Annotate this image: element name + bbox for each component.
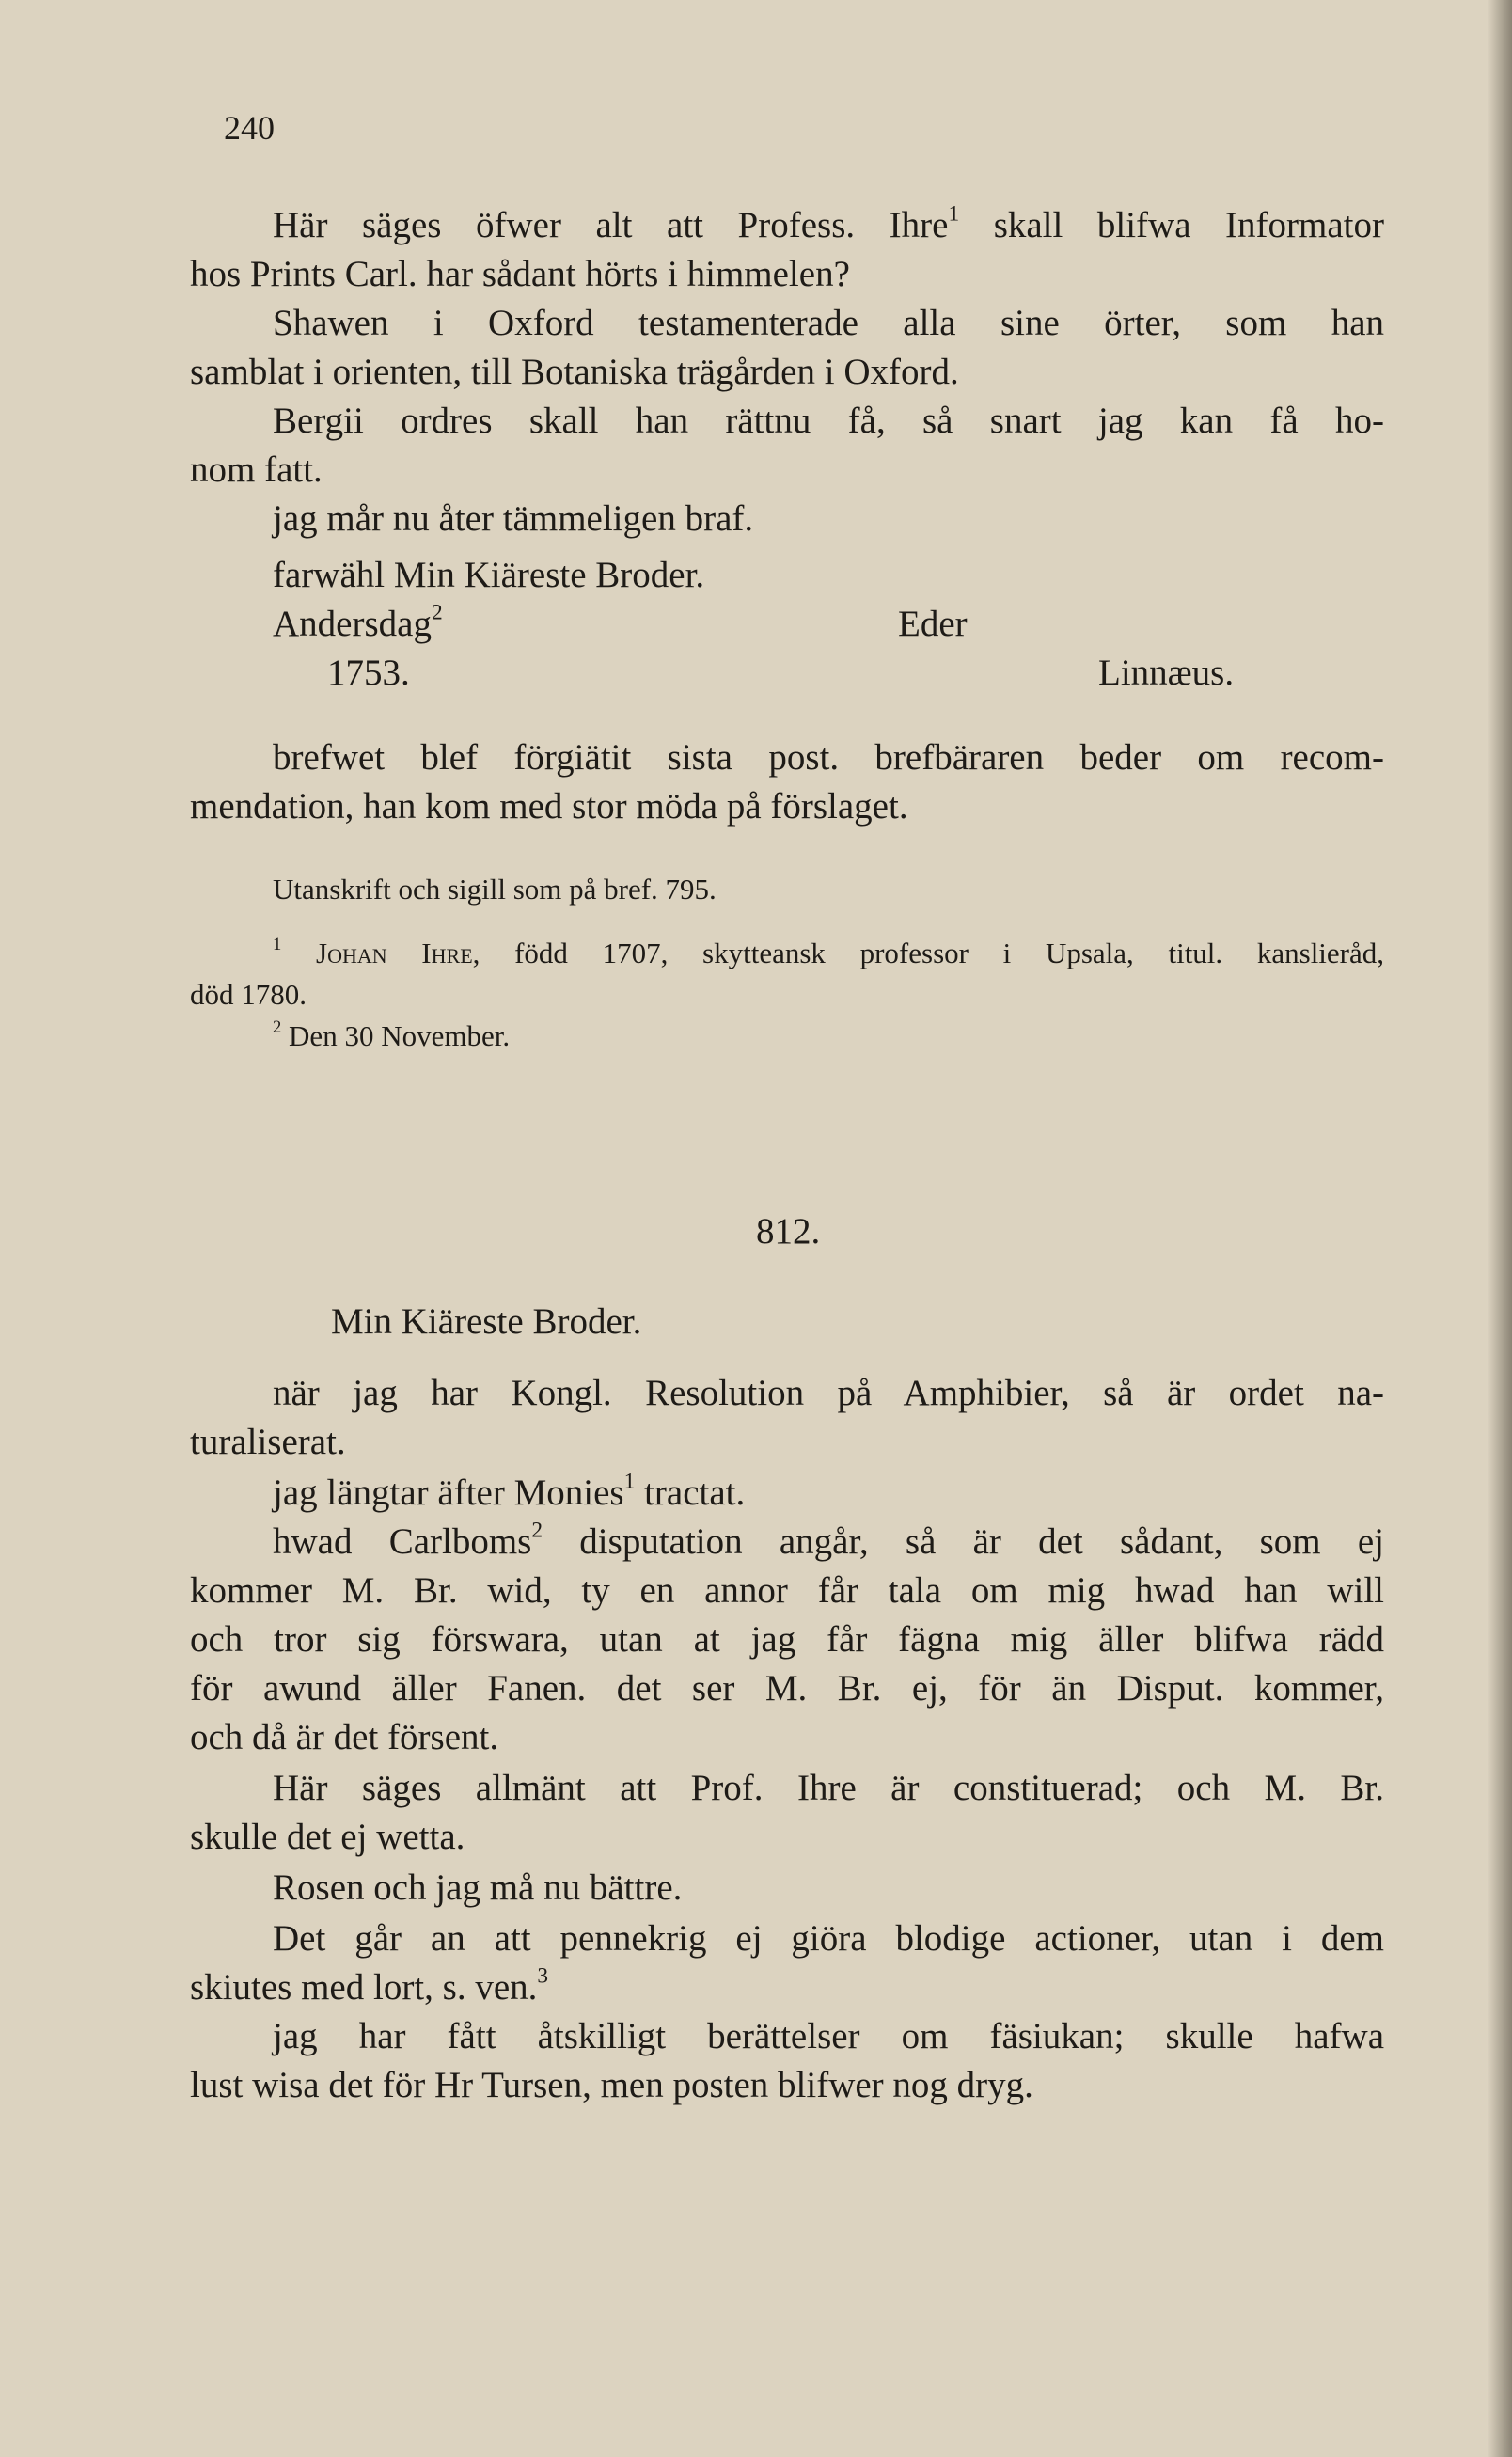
letter-number: 812. <box>756 1211 821 1252</box>
text-line: nom fatt. <box>190 449 323 490</box>
text-line: kommer M. Br. wid, ty en annor får tala om mig hwad han will <box>190 1570 1384 1611</box>
footnote-1: $^1$ Johan Ihre, född 1707, skytteansk professor i Upsala, titul. kanslieråd, <box>273 935 1385 969</box>
footnote-2: $^2$ Den 30 November. <box>273 1017 511 1052</box>
text-line: Här säges allmänt att Prof. Ihre är constituerad; och M. Br. <box>273 1768 1384 1808</box>
text-line: Shawen i Oxford testamenterade alla sine örter, som han <box>273 303 1384 343</box>
year: 1753. <box>327 653 410 693</box>
text-line: turaliserat. <box>190 1422 346 1462</box>
text-line: när jag har Kongl. Resolution på Amphibier, så är ordet na- <box>273 1373 1384 1413</box>
text-line: Rosen och jag må nu bättre. <box>273 1867 683 1908</box>
text-line: för awund äller Fanen. det ser M. Br. ej, för än Disput. kommer, <box>190 1668 1384 1709</box>
text-line: Här säges öfwer alt att Profess. Ihre$^1$ skall blifwa Informator <box>273 201 1384 245</box>
text-line: Bergii ordres skall han rättnu få, så snart jag kan få ho- <box>273 401 1384 441</box>
closing-line: farwähl Min Kiäreste Broder. <box>273 555 705 595</box>
text-line: jag mår nu åter tämmeligen braf. <box>273 498 754 539</box>
footnote-1-cont: död 1780. <box>190 978 307 1011</box>
text-line: hos Prints Carl. har sådant hörts i himmelen? <box>190 254 850 294</box>
footnote-ref: 2 <box>431 600 443 625</box>
text-line: och tror sig förswara, utan at jag får fägna mig äller blifwa rädd <box>190 1619 1384 1660</box>
postscript-line: brefwet blef förgiätit sista post. brefbäraren beder om recom- <box>273 737 1384 778</box>
eder-closing: Eder <box>898 604 968 644</box>
footnote-ref: 3 <box>537 1963 549 1989</box>
text-line: hwad Carlboms$^2$ disputation angår, så är det sådant, som ej <box>273 1518 1384 1562</box>
address-note: Utanskrift och sigill som på bref. 795. <box>273 873 717 906</box>
salutation: Min Kiäreste Broder. <box>331 1301 642 1342</box>
footnote-ref: 1 <box>623 1469 636 1494</box>
page-edge-shadow <box>1488 0 1512 2457</box>
footnote-ref: 2 <box>531 1518 543 1543</box>
text-line: lust wisa det för Hr Tursen, men posten blifwer nog dryg. <box>190 2065 1033 2105</box>
signature: Linnæus. <box>1098 653 1235 693</box>
text-line: samblat i orienten, till Botaniska trägården i Oxford. <box>190 352 959 392</box>
place-date: Andersdag$^2$ <box>273 600 443 644</box>
postscript-line: mendation, han kom med stor möda på förslaget. <box>190 786 908 827</box>
text-line: jag längtar äfter Monies$^1$ tractat. <box>273 1469 746 1513</box>
footnote-ref: 1 <box>948 201 960 227</box>
text-line: och då är det försent. <box>190 1717 499 1757</box>
text-line: skulle det ej wetta. <box>190 1817 465 1857</box>
text-line: skiutes med lort, s. ven.$^3$ <box>190 1963 549 2008</box>
text-line: Det går an att pennekrig ej giöra blodige actioner, utan i dem <box>273 1918 1384 1959</box>
page-number: 240 <box>224 109 275 147</box>
text-line: jag har fått åtskilligt berättelser om fäsiukan; skulle hafwa <box>273 2016 1384 2056</box>
